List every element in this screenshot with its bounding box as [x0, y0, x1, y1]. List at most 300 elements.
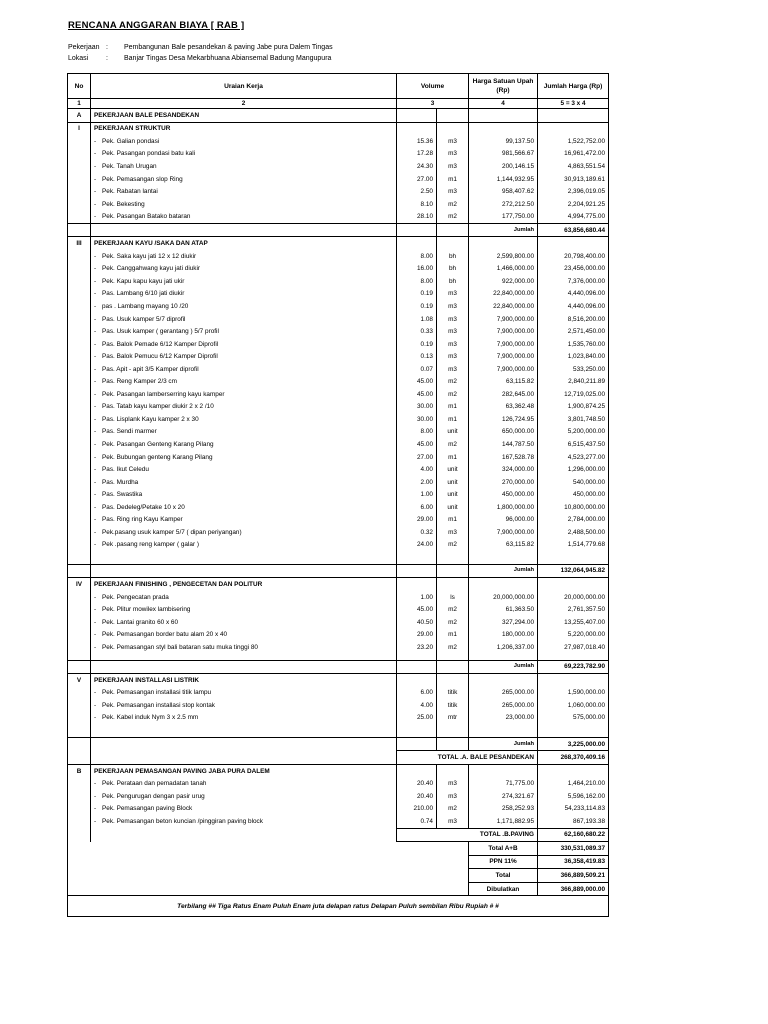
- row-number: [68, 263, 91, 276]
- table-row: [68, 426, 609, 439]
- row-number: [68, 488, 91, 501]
- row-label: Pek .pasang reng kamper ( galar ): [102, 541, 199, 549]
- row-unit: titik: [437, 687, 469, 700]
- row-total: 533,250.00: [538, 363, 609, 376]
- empty-cell: [91, 551, 397, 564]
- row-price: 1,466,000.00: [469, 263, 538, 276]
- row-price: 71,775.00: [469, 777, 538, 790]
- empty-cell: [397, 564, 437, 578]
- row-number: [68, 426, 91, 439]
- row-number: [68, 388, 91, 401]
- row-dash: -: [94, 403, 97, 411]
- row-volume: 0.32: [397, 526, 437, 539]
- row-uraian: [91, 363, 397, 376]
- row-unit: m3: [437, 313, 469, 326]
- row-uraian: [91, 325, 397, 338]
- row-total: 575,000.00: [538, 712, 609, 725]
- row-dash: -: [94, 541, 97, 549]
- table-row: [68, 288, 609, 301]
- row-total: 2,761,357.50: [538, 603, 609, 616]
- row-label: Pas. Lambang 6/10 jati diukir: [102, 290, 185, 298]
- empty-cell: [469, 237, 538, 250]
- header-jumlah: Jumlah Harga (Rp): [538, 74, 609, 99]
- section-total-value: 268,370,409.16: [538, 751, 609, 765]
- row-dash: -: [94, 175, 97, 183]
- row-unit: m1: [437, 514, 469, 527]
- row-label: pas . Lambang mayang 10 /20: [102, 302, 189, 310]
- row-number: [68, 250, 91, 263]
- row-unit: mtr: [437, 712, 469, 725]
- table-row: [68, 641, 609, 654]
- table-row: [68, 148, 609, 161]
- empty-cell: [397, 551, 437, 564]
- row-price: 23,000.00: [469, 712, 538, 725]
- table-row: [68, 160, 609, 173]
- row-total: 20,798,400.00: [538, 250, 609, 263]
- lokasi-colon: :: [106, 55, 108, 62]
- table-row: [68, 350, 609, 363]
- row-number: [68, 712, 91, 725]
- row-total: 3,801,748.50: [538, 413, 609, 426]
- row-label: Pek. Plitur mowilex lambisering: [102, 606, 191, 614]
- row-total: 5,596,162.00: [538, 790, 609, 803]
- empty-cell: [68, 223, 91, 237]
- row-label: Pek. Kabel induk Nym 3 x 2.5 mm: [102, 714, 199, 722]
- section-title: PEKERJAAN INSTALLASI LISTRIK: [91, 674, 397, 687]
- row-total: 10,800,000.00: [538, 501, 609, 514]
- empty-cell: [91, 737, 397, 751]
- row-total: 1,296,000.00: [538, 463, 609, 476]
- row-unit: m1: [437, 451, 469, 464]
- row-uraian: [91, 699, 397, 712]
- row-uraian: [91, 263, 397, 276]
- row-volume: 6.00: [397, 501, 437, 514]
- row-volume: 45.00: [397, 603, 437, 616]
- row-price: 144,787.50: [469, 438, 538, 451]
- row-label: Pek. Pemasangan paving Block: [102, 805, 193, 813]
- row-dash: -: [94, 277, 97, 285]
- table-row: [68, 514, 609, 527]
- row-unit: m3: [437, 325, 469, 338]
- row-unit: m2: [437, 616, 469, 629]
- row-total: 1,900,874.25: [538, 401, 609, 414]
- empty-cell: [397, 764, 437, 777]
- row-dash: -: [94, 618, 97, 626]
- row-unit: m2: [437, 539, 469, 552]
- subtotal-row: [68, 660, 609, 674]
- row-volume: 6.00: [397, 687, 437, 700]
- table-row: [68, 401, 609, 414]
- row-total: 1,535,760.00: [538, 338, 609, 351]
- lokasi-value: Banjar Tingas Desa Mekarbhuana Abiansemal Badung Mangupura: [124, 55, 332, 62]
- row-volume: 0.07: [397, 363, 437, 376]
- row-total: 12,719,025.00: [538, 388, 609, 401]
- row-number: [68, 173, 91, 186]
- row-number: [68, 526, 91, 539]
- row-total: 2,571,450.00: [538, 325, 609, 338]
- subtotal-row: [68, 223, 609, 237]
- empty-cell: [397, 660, 437, 674]
- row-number: [68, 628, 91, 641]
- empty-cell: [469, 109, 538, 123]
- empty-cell: [397, 109, 437, 123]
- row-volume: 8.00: [397, 426, 437, 439]
- row-unit: m3: [437, 288, 469, 301]
- section-number: V: [68, 674, 91, 687]
- table-row: [68, 476, 609, 489]
- index-cell: 3: [397, 99, 469, 109]
- table-row: [68, 338, 609, 351]
- empty-cell: [437, 737, 469, 751]
- row-label: Pas. Usuk kamper ( gerantang ) 5/7 profil: [102, 328, 219, 336]
- total-b-row-value: 62,160,680.22: [538, 828, 609, 842]
- total-b-row: [68, 828, 609, 842]
- row-total: 540,000.00: [538, 476, 609, 489]
- row-unit: m3: [437, 135, 469, 148]
- dibulatkan-row-value: 366,889,000.00: [538, 882, 609, 896]
- row-uraian: [91, 198, 397, 211]
- row-unit: bh: [437, 275, 469, 288]
- row-number: [68, 375, 91, 388]
- row-uraian: [91, 514, 397, 527]
- row-number: [68, 325, 91, 338]
- row-total: 4,440,096.00: [538, 300, 609, 313]
- table-row: [68, 777, 609, 790]
- row-volume: 20.40: [397, 790, 437, 803]
- row-price: 7,900,000.00: [469, 526, 538, 539]
- row-uraian: [91, 173, 397, 186]
- row-volume: 29.00: [397, 514, 437, 527]
- row-number: [68, 603, 91, 616]
- row-volume: 2.50: [397, 185, 437, 198]
- table-row: [68, 803, 609, 816]
- table-row: [68, 375, 609, 388]
- row-unit: m3: [437, 160, 469, 173]
- row-price: 282,645.00: [469, 388, 538, 401]
- row-uraian: [91, 815, 397, 828]
- row-total: 1,464,210.00: [538, 777, 609, 790]
- row-uraian: [91, 463, 397, 476]
- row-volume: 0.33: [397, 325, 437, 338]
- header-harga: Harga Satuan Upah (Rp): [469, 74, 538, 99]
- row-unit: m1: [437, 401, 469, 414]
- row-dash: -: [94, 328, 97, 336]
- row-total: 30,913,189.61: [538, 173, 609, 186]
- row-dash: -: [94, 780, 97, 788]
- row-dash: -: [94, 528, 97, 536]
- row-price: 1,800,000.00: [469, 501, 538, 514]
- row-unit: m2: [437, 603, 469, 616]
- empty-cell: [397, 237, 437, 250]
- row-uraian: [91, 712, 397, 725]
- subtotal-row: [68, 737, 609, 751]
- row-label: Pek. Pemasangan border batu alam 20 x 40: [102, 631, 228, 639]
- table-row: [68, 790, 609, 803]
- row-total: 13,255,407.00: [538, 616, 609, 629]
- row-label: Pek. Canggahwang kayu jati diukir: [102, 265, 201, 273]
- row-number: [68, 363, 91, 376]
- empty-cell: [437, 109, 469, 123]
- blank-row: [68, 551, 609, 564]
- row-dash: -: [94, 466, 97, 474]
- row-price: 96,000.00: [469, 514, 538, 527]
- row-dash: -: [94, 593, 97, 601]
- table-row: [68, 603, 609, 616]
- row-uraian: [91, 250, 397, 263]
- empty-cell: [397, 674, 437, 687]
- row-unit: titik: [437, 699, 469, 712]
- row-label: Pas. Reng Kamper 2/3 cm: [102, 378, 177, 386]
- table-row: [68, 591, 609, 604]
- row-uraian: [91, 375, 397, 388]
- row-dash: -: [94, 643, 97, 651]
- index-row: [68, 99, 609, 109]
- row-number: [68, 401, 91, 414]
- row-label: Pas. Apit - apit 3/5 Kamper diprofil: [102, 365, 199, 373]
- total-b-row-label: TOTAL .B.PAVING: [397, 828, 538, 842]
- table-row: [68, 628, 609, 641]
- row-uraian: [91, 401, 397, 414]
- row-label: Pek. Tanah Urugan: [102, 162, 157, 170]
- empty-cell: [469, 674, 538, 687]
- row-label: Pas. Tatab kayu kamper diukir 2 x 2 /10: [102, 403, 214, 411]
- row-price: 922,000.00: [469, 275, 538, 288]
- table-row: [68, 712, 609, 725]
- row-price: 177,750.00: [469, 210, 538, 223]
- row-unit: m3: [437, 815, 469, 828]
- section-row: [68, 674, 609, 687]
- section-row: [68, 237, 609, 250]
- row-total: 54,233,114.83: [538, 803, 609, 816]
- row-label: Pek. Kapu kapu kayu jati ukir: [102, 277, 185, 285]
- row-uraian: [91, 777, 397, 790]
- empty-cell: [437, 237, 469, 250]
- row-price: 274,321.67: [469, 790, 538, 803]
- row-dash: -: [94, 188, 97, 196]
- empty-cell: [397, 578, 437, 591]
- row-label: Pek. Pemasangan installasi titik lampu: [102, 689, 212, 697]
- row-dash: -: [94, 631, 97, 639]
- empty-cell: [68, 751, 91, 765]
- table-row: [68, 275, 609, 288]
- section-number: IV: [68, 578, 91, 591]
- empty-cell: [538, 237, 609, 250]
- row-volume: 25.00: [397, 712, 437, 725]
- row-dash: -: [94, 378, 97, 386]
- row-price: 22,840,000.00: [469, 300, 538, 313]
- row-volume: 27.00: [397, 173, 437, 186]
- row-dash: -: [94, 818, 97, 826]
- row-label: Pek. Bubungan genteng Karang Pilang: [102, 453, 213, 461]
- header-row: [68, 74, 609, 99]
- row-label: Pek. Pemasangan beton kuncian /pinggiran paving block: [102, 818, 263, 826]
- row-uraian: [91, 135, 397, 148]
- row-dash: -: [94, 340, 97, 348]
- table-row: [68, 325, 609, 338]
- section-title: PEKERJAAN BALE PESANDEKAN: [91, 109, 397, 123]
- row-volume: 20.40: [397, 777, 437, 790]
- row-dash: -: [94, 315, 97, 323]
- row-dash: -: [94, 353, 97, 361]
- row-total: 2,840,211.89: [538, 375, 609, 388]
- empty-cell: [437, 122, 469, 135]
- section-number: A: [68, 109, 91, 123]
- row-price: 1,206,337.00: [469, 641, 538, 654]
- row-total: 1,590,000.00: [538, 687, 609, 700]
- row-uraian: [91, 338, 397, 351]
- row-label: Pek. Pasangan Batako bataran: [102, 213, 191, 221]
- empty-cell: [91, 828, 397, 842]
- table-row: [68, 413, 609, 426]
- row-volume: 0.19: [397, 300, 437, 313]
- row-price: 126,724.95: [469, 413, 538, 426]
- empty-cell: [437, 764, 469, 777]
- row-dash: -: [94, 689, 97, 697]
- row-unit: bh: [437, 250, 469, 263]
- empty-cell: [538, 724, 609, 737]
- empty-cell: [538, 122, 609, 135]
- empty-cell: [538, 109, 609, 123]
- row-price: 981,566.67: [469, 148, 538, 161]
- row-label: Pek. Bekesting: [102, 200, 145, 208]
- row-dash: -: [94, 213, 97, 221]
- rab-table-body: [68, 74, 609, 917]
- section-number: I: [68, 122, 91, 135]
- row-volume: 40.50: [397, 616, 437, 629]
- row-dash: -: [94, 265, 97, 273]
- row-price: 265,000.00: [469, 687, 538, 700]
- row-total: 1,514,779.68: [538, 539, 609, 552]
- row-price: 99,137.50: [469, 135, 538, 148]
- empty-cell: [68, 551, 91, 564]
- row-number: [68, 591, 91, 604]
- row-uraian: [91, 160, 397, 173]
- empty-cell: [437, 674, 469, 687]
- table-row: [68, 488, 609, 501]
- row-uraian: [91, 300, 397, 313]
- row-number: [68, 514, 91, 527]
- row-unit: unit: [437, 476, 469, 489]
- row-unit: unit: [437, 501, 469, 514]
- row-volume: 8.10: [397, 198, 437, 211]
- row-number: [68, 616, 91, 629]
- row-dash: -: [94, 478, 97, 486]
- empty-cell: [469, 764, 538, 777]
- row-price: 7,900,000.00: [469, 350, 538, 363]
- row-label: Pek.pasang usuk kamper 5/7 ( dipan periyangan): [102, 528, 242, 536]
- table-row: [68, 173, 609, 186]
- row-number: [68, 539, 91, 552]
- row-total: 4,440,096.00: [538, 288, 609, 301]
- empty-cell: [469, 578, 538, 591]
- row-uraian: [91, 803, 397, 816]
- terbilang-text: Terbilang ## Tiga Ratus Enam Puluh Enam juta delapan ratus Delapan Puluh sembilan Ribu Rupiah # #: [68, 896, 609, 917]
- total-ab-row: [68, 842, 609, 856]
- row-dash: -: [94, 290, 97, 298]
- row-dash: -: [94, 714, 97, 722]
- row-price: 20,000,000.00: [469, 591, 538, 604]
- empty-cell: [397, 737, 437, 751]
- row-unit: m3: [437, 185, 469, 198]
- row-volume: 4.00: [397, 699, 437, 712]
- section-row: [68, 764, 609, 777]
- header-no: No: [68, 74, 91, 99]
- section-number: III: [68, 237, 91, 250]
- row-price: 7,900,000.00: [469, 313, 538, 326]
- row-volume: 30.00: [397, 401, 437, 414]
- row-price: 272,212.50: [469, 198, 538, 211]
- row-uraian: [91, 388, 397, 401]
- row-unit: m2: [437, 388, 469, 401]
- row-unit: ls: [437, 591, 469, 604]
- row-total: 4,863,551.54: [538, 160, 609, 173]
- row-total: 1,060,000.00: [538, 699, 609, 712]
- empty-cell: [68, 564, 91, 578]
- row-uraian: [91, 275, 397, 288]
- row-volume: 1.08: [397, 313, 437, 326]
- section-row: [68, 109, 609, 123]
- row-volume: 24.00: [397, 539, 437, 552]
- row-uraian: [91, 603, 397, 616]
- empty-cell: [437, 551, 469, 564]
- row-unit: m3: [437, 363, 469, 376]
- row-unit: m3: [437, 526, 469, 539]
- row-total: 5,220,000.00: [538, 628, 609, 641]
- empty-cell: [469, 551, 538, 564]
- row-uraian: [91, 501, 397, 514]
- meta-pekerjaan: [68, 44, 333, 51]
- row-dash: -: [94, 516, 97, 524]
- empty-cell: [68, 882, 469, 896]
- row-dash: -: [94, 252, 97, 260]
- row-total: 2,204,921.25: [538, 198, 609, 211]
- row-price: 7,900,000.00: [469, 338, 538, 351]
- row-dash: -: [94, 792, 97, 800]
- row-dash: -: [94, 415, 97, 423]
- row-dash: -: [94, 503, 97, 511]
- total-ab-row-label: Total A+B: [469, 842, 538, 856]
- empty-cell: [397, 223, 437, 237]
- row-label: Pas. Sendi marmer: [102, 428, 157, 436]
- row-total: 8,516,200.00: [538, 313, 609, 326]
- row-number: [68, 313, 91, 326]
- subtotal-value: 63,856,680.44: [538, 223, 609, 237]
- row-volume: 24.30: [397, 160, 437, 173]
- subtotal-label: Jumlah: [469, 660, 538, 674]
- row-price: 450,000.00: [469, 488, 538, 501]
- row-dash: -: [94, 150, 97, 158]
- row-label: Pek. Pasangan pondasi batu kali: [102, 150, 196, 158]
- row-uraian: [91, 616, 397, 629]
- pekerjaan-value: Pembangunan Bale pesandekan & paving Jabe pura Dalem Tingas: [124, 44, 333, 51]
- row-label: Pek. Perataan dan pemadatan tanah: [102, 780, 207, 788]
- table-row: [68, 699, 609, 712]
- section-row: [68, 578, 609, 591]
- row-unit: m1: [437, 628, 469, 641]
- row-volume: 29.00: [397, 628, 437, 641]
- row-number: [68, 350, 91, 363]
- empty-cell: [68, 828, 91, 842]
- document-title: RENCANA ANGGARAN BIAYA [ RAB ]: [68, 20, 245, 31]
- lokasi-label: Lokasi: [68, 55, 89, 62]
- empty-cell: [538, 674, 609, 687]
- row-price: 7,900,000.00: [469, 325, 538, 338]
- row-unit: unit: [437, 488, 469, 501]
- row-total: 867,193.38: [538, 815, 609, 828]
- row-total: 2,784,000.00: [538, 514, 609, 527]
- row-number: [68, 135, 91, 148]
- index-cell: 4: [469, 99, 538, 109]
